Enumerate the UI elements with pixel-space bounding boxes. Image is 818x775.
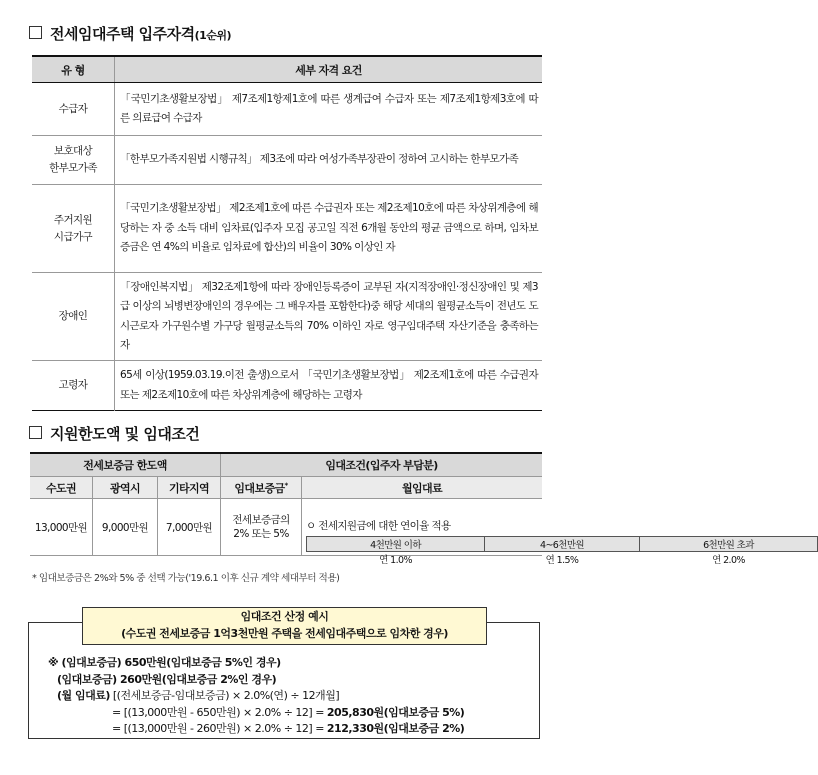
row-type <box>32 136 115 185</box>
rent-option: ㅇ 전세지원금에 대한 연이율 적용 <box>306 520 451 532</box>
table-row <box>32 83 542 136</box>
table-row <box>32 136 542 185</box>
value-deposit <box>221 499 302 556</box>
header-monthly-rent: 월임대료 <box>302 477 543 499</box>
example-calc <box>112 705 464 722</box>
rent-rate-grid <box>306 536 818 566</box>
eligibility-table <box>32 55 542 411</box>
deposit-label: 임대보증금 <box>234 481 285 495</box>
band-label: 6천만원 초과 <box>639 537 817 552</box>
calc-result: 212,330원(임대보증금 2%) <box>326 722 465 735</box>
row-requirement: 「한부모가족지원법 시행규칙」 제3조에 따라 여성가족부장관이 정하여 고시하는 한부모가족 <box>115 136 543 185</box>
value-regional: 9,000만원 <box>93 499 158 556</box>
example-label: (월 임대료) <box>57 689 110 702</box>
row-requirement: 「장애인복지법」 제32조제1항에 따라 장애인등록증이 교부된 자(지적장애인·정신장애인 및 제3급 이상의 뇌병변장애인의 경우에는 그 배우자를 포함한다)중 해당 세대의 월평균소득이 전년도 도시근로자 가구원수별 가구당 월평균소득의 70% 이하인 자로 영구임대주택 자산기준을 충족하는 자 <box>115 273 543 361</box>
row-type <box>32 273 115 361</box>
example-title: 임대조건 산정 예시 <box>240 610 329 623</box>
type-label: 장애인 <box>58 310 88 322</box>
type-label: 보호대상 <box>53 145 93 157</box>
rate-value: 연 2.0% <box>639 552 817 567</box>
band-label: 4~6천만원 <box>485 537 640 552</box>
support-limit-table <box>30 452 754 566</box>
header-deposit-limit: 전세보증금 한도액 <box>30 453 221 477</box>
example-line: ※ (임대보증금) 650만원(임대보증금 5%인 경우) <box>48 656 281 669</box>
example-formula: [(전세보증금-임대보증금) × 2.0%(연) ÷ 12개월] <box>109 689 340 702</box>
row-requirement: 「국민기초생활보장법」 제7조제1항제1호에 따른 생계급여 수급자 또는 제7조제1항제3호에 따른 의료급여 수급자 <box>115 83 543 136</box>
calc-expression: = [(13,000만원 - 650만원) × 2.0% ÷ 12] = <box>112 705 327 719</box>
example-calc <box>112 721 464 738</box>
row-type <box>32 83 115 136</box>
example-body <box>48 655 464 738</box>
row-type <box>32 185 115 273</box>
type-label: 시급가구 <box>53 230 93 243</box>
deposit-line: 2% 또는 5% <box>233 528 289 540</box>
value-monthly-rent <box>302 499 754 566</box>
calc-result: 205,830원(임대보증금 5%) <box>326 705 465 719</box>
checkbox-square-icon <box>29 426 42 439</box>
footnote: * 임대보증금은 2%와 5% 중 선택 가능('19.6.1 이후 신규 계약 세대부터 적용) <box>32 573 340 584</box>
example-line <box>57 688 464 705</box>
example-title-box <box>82 607 487 645</box>
header-rental-conditions: 임대조건(입주자 부담분) <box>221 453 543 477</box>
table-row <box>32 185 542 273</box>
section-heading-support-limits <box>29 423 199 444</box>
table-row <box>32 273 542 361</box>
header-deposit <box>221 477 302 499</box>
section-title: 전세임대주택 입주자격 <box>50 25 195 43</box>
example-line: (임대보증금) 260만원(임대보증금 2%인 경우) <box>57 672 277 686</box>
type-label: 한부모가족 <box>49 162 97 174</box>
header-type: 유 형 <box>32 56 115 83</box>
type-label: 고령자 <box>58 379 88 391</box>
example-subtitle: (수도권 전세보증금 1억3천만원 주택을 전세임대주택으로 임차한 경우) <box>121 627 448 640</box>
rate-value: 연 1.5% <box>485 552 640 567</box>
table-row <box>32 361 542 411</box>
section-title-suffix: (1순위) <box>194 29 232 42</box>
row-requirement: 「국민기초생활보장법」 제2조제1호에 따른 수급권자 또는 제2조제10호에 따른 차상위계층에 해당하는 자 중 소득 대비 임차료(입주자 모집 공고일 직전 6개월 동안의 평균 금액으로 하며, 임차보증금은 연 4%의 비율로 임차료에 합산)의 비율이 30% 이상인 자 <box>115 185 543 273</box>
section-heading-eligibility <box>29 23 231 44</box>
type-label: 주거지원 <box>53 213 93 226</box>
type-label: 수급자 <box>58 102 88 115</box>
checkbox-square-icon <box>29 26 42 39</box>
header-requirements: 세부 자격 요건 <box>115 56 543 83</box>
header-metro: 수도권 <box>30 477 93 499</box>
rate-value: 연 1.0% <box>307 552 485 567</box>
section-title: 지원한도액 및 임대조건 <box>50 425 200 443</box>
calc-expression: = [(13,000만원 - 260만원) × 2.0% ÷ 12] = <box>112 722 327 735</box>
row-requirement: 65세 이상(1959.03.19.이전 출생)으로서 「국민기초생활보장법」 제2조제1호에 따른 수급권자 또는 제2조제10호에 따른 차상위계층에 해당하는 고령자 <box>115 361 543 411</box>
band-label: 4천만원 이하 <box>307 537 485 552</box>
row-type <box>32 361 115 411</box>
value-metro: 13,000만원 <box>30 499 93 556</box>
header-regional: 광역시 <box>93 477 158 499</box>
deposit-footnote-mark: * <box>284 480 288 489</box>
value-other: 7,000만원 <box>158 499 221 556</box>
header-other: 기타지역 <box>158 477 221 499</box>
deposit-line: 전세보증금의 <box>232 514 290 526</box>
